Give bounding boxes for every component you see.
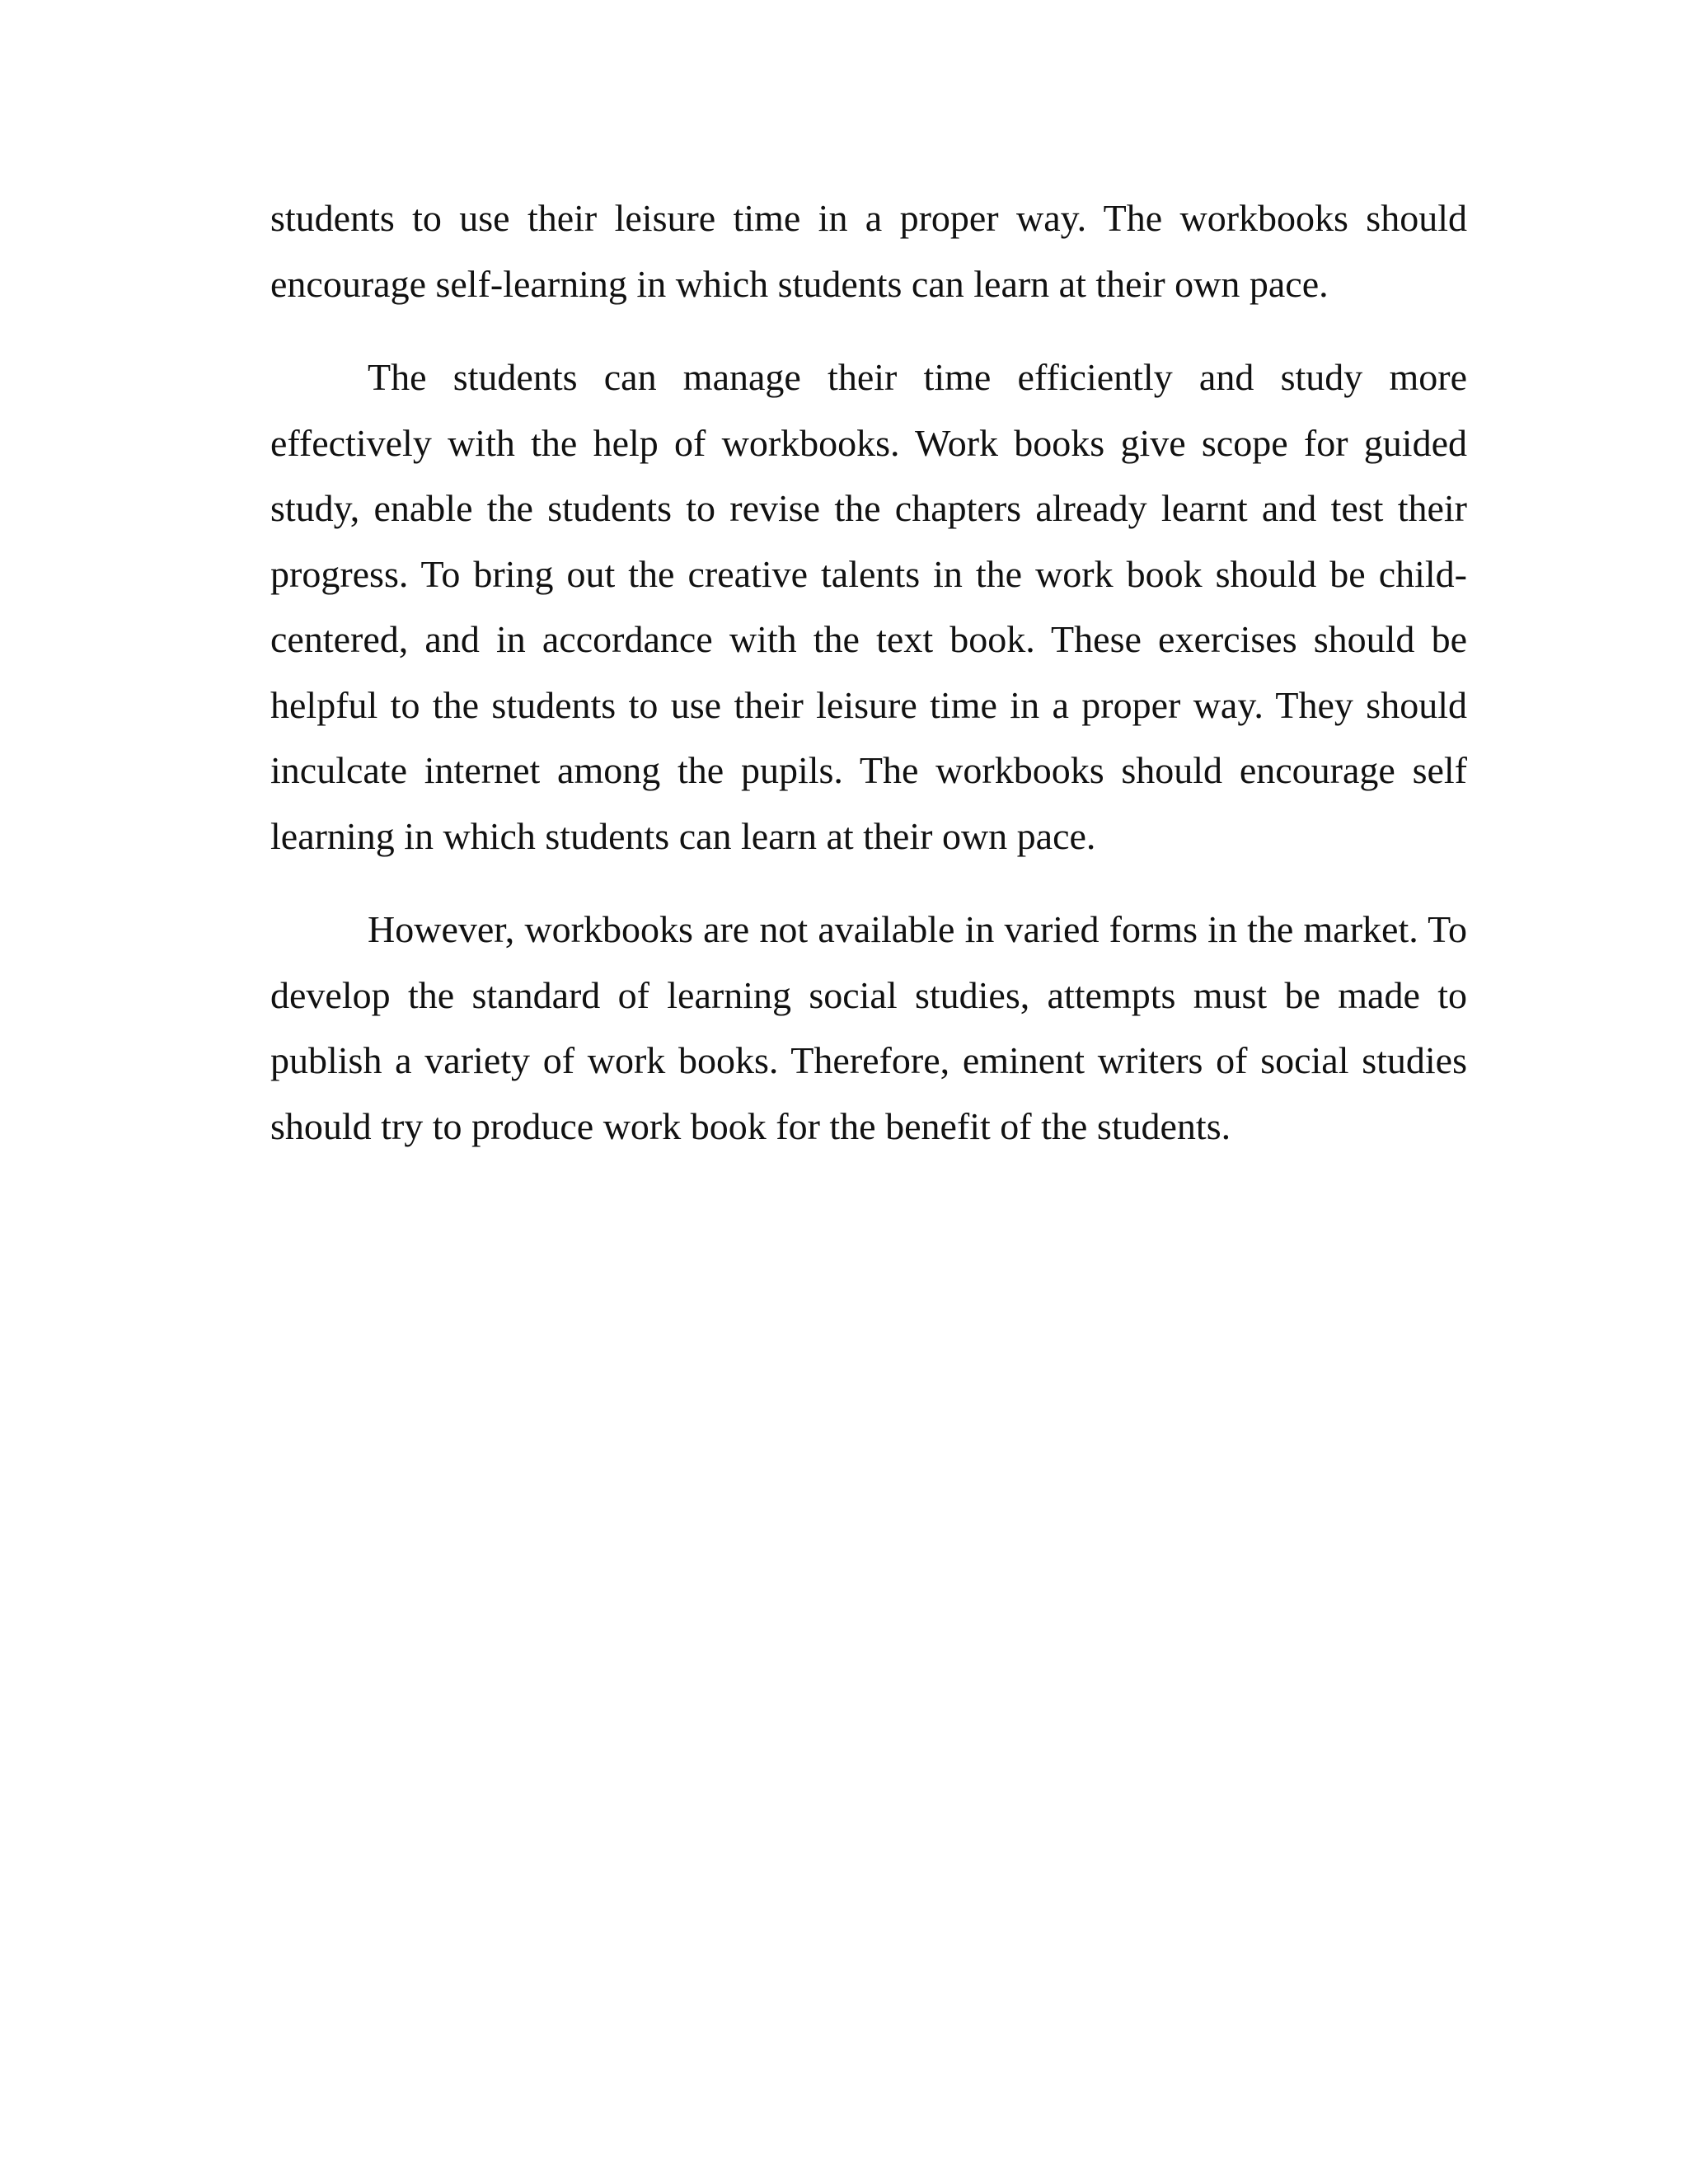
body-text: [270, 185, 1467, 1159]
paragraph-continuation: students to use their leisure time in a proper way. The workbooks should encourage self-learning in which students can learn at their own pace.: [270, 197, 1467, 305]
paragraph-workbook-benefits: The students can manage their time efficiently and study more effectively with the help of workbooks. Work books give scope for guided study, enable the students to revise the chapters already learnt and test their progress. To bring out the creative talents in the work book should be child-centered, and in accordance with the text book. These exercises should be helpful to the students to use their leisure time in a proper way. They should inculcate internet among the pupils. The workbooks should encourage self learning in which students can learn at their own pace.: [270, 356, 1467, 857]
paragraph-workbook-availability: However, workbooks are not available in varied forms in the market. To develop the standard of learning social studies, attempts must be made to publish a variety of work books. Therefore, eminent writers of social studies should try to produce work book for the benefit of the students.: [270, 908, 1467, 1147]
